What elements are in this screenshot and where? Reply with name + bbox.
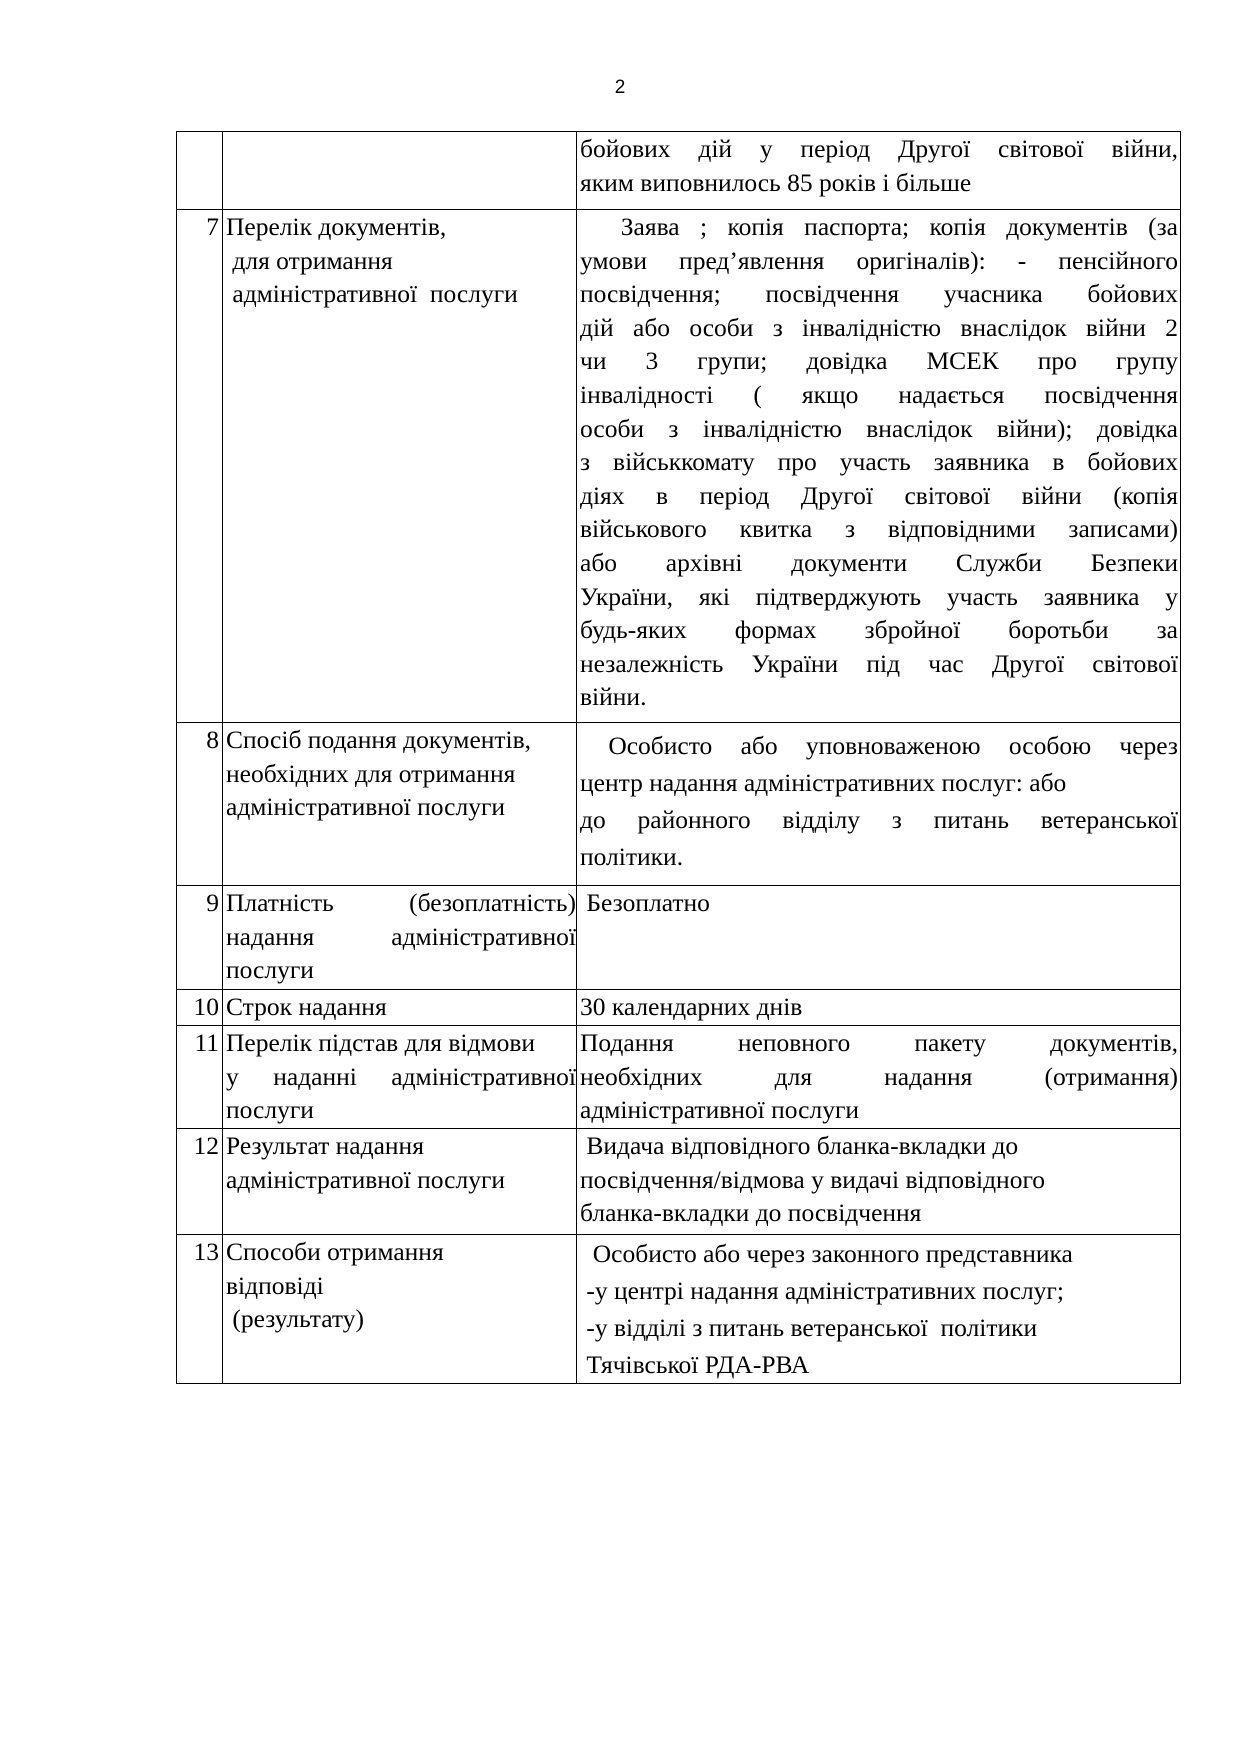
row-number: 12 [177,1129,223,1235]
row-value [577,990,1181,1026]
label-line: Перелік документів, [226,212,447,241]
row-value [577,1235,1181,1384]
value-line: діях в період Другої світової війни (копія [580,480,1178,510]
value-line: центр надання адміністративних послуг: або [580,768,1067,797]
label-line: (результату) [226,1304,364,1334]
table-row-13 [177,1235,1181,1384]
value-line: з військкомату про участь заявника в бойових [580,447,1178,477]
value-line: умови пред’явлення оригіналів): - пенсійного [580,245,1178,275]
label-line: Результат надання [226,1131,424,1160]
table-row-9 [177,886,1181,990]
value-line: Видача відповідного бланка-вкладки до [580,1131,1019,1160]
label-line: Строк надання [226,992,387,1021]
table-row-10 [177,990,1181,1026]
value-line: політики. [580,842,684,871]
value-line: чи 3 групи; довідка МСЕК про групу [580,346,1178,376]
label-line: послуги [226,955,314,985]
label-line: адміністративної послуги [226,792,506,822]
value-line: інвалідності ( якщо надається посвідчення [580,379,1178,409]
label-line: адміністративної послуги [226,1164,506,1194]
table-row-12 [177,1129,1181,1235]
value-line: бланка-вкладки до посвідчення [580,1198,922,1228]
table-row-continuation [177,132,1181,210]
value-line: Особисто або уповноваженою особою через [580,731,1179,760]
row-number: 11 [177,1026,223,1129]
page-number: 2 [614,77,626,98]
row-value [577,886,1181,990]
row-label [223,132,577,210]
label-line: надання адміністративної [226,921,576,951]
table-row-7 [177,210,1181,723]
value-line: адміністративної послуги [580,1095,860,1125]
label-line: Спосіб подання документів, [226,725,532,754]
label-line: Перелік підстав для відмови [226,1028,536,1057]
value-line: Заява ; копія паспорта; копія документів (за [580,212,1178,241]
row-number: 13 [177,1235,223,1384]
label-line: відповіді [226,1270,324,1300]
value-line: посвідчення/відмова у видачі відповідного [580,1164,1046,1194]
value-line: дій або особи з інвалідністю внаслідок війни 2 [580,312,1178,342]
label-line: послуги [226,1095,314,1125]
value-line: військового квитка з відповідними записами) [580,514,1178,544]
label-line: Платність (безоплатність) [226,888,576,917]
value-line: -у відділі з питань ветеранської політики [580,1313,1038,1342]
label-line: для отримання [226,245,393,275]
row-label [223,886,577,990]
row-value [577,210,1181,723]
value-line: Подання неповного пакету документів, [580,1028,1178,1057]
value-line: війни. [580,682,647,712]
value-line: або архівні документи Служби Безпеки [580,547,1178,577]
value-line: 30 календарних днів [580,992,803,1021]
label-line: необхідних для отримання [226,758,516,788]
row-number [177,132,223,210]
table-row-8 [177,723,1181,886]
row-label [223,1026,577,1129]
value-line: особи з інвалідністю внаслідок війни); довідка [580,413,1178,443]
value-line: України, які підтверджують участь заявника у [580,581,1178,611]
row-label [223,723,577,886]
label-line: адміністративної послуги [226,279,518,309]
table-row-11 [177,1026,1181,1129]
row-value [577,1129,1181,1235]
value-line: бойових дій у період Другої світової війни, [580,134,1178,163]
value-line: яким виповнилось 85 років і більше [580,167,972,197]
value-line: необхідних для надання (отримання) [580,1061,1178,1091]
value-line: будь-яких формах збройної боротьби за [580,615,1178,645]
row-label [223,210,577,723]
value-line: -у центрі надання адміністративних послуг; [580,1276,1064,1305]
services-table [176,131,1181,1384]
row-value [577,723,1181,886]
row-number: 7 [177,210,223,723]
value-line: незалежність України під час Другої світової [580,648,1178,678]
value-line: Тячівської РДА-РВА [580,1350,810,1379]
row-number: 9 [177,886,223,990]
label-line: Способи отримання [226,1237,444,1266]
row-number: 8 [177,723,223,886]
label-line: у наданні адміністративної [226,1061,576,1091]
value-line: посвідчення; посвідчення учасника бойових [580,279,1178,309]
row-value [577,1026,1181,1129]
value-line: Особисто або через законного представника [580,1239,1073,1268]
row-label [223,990,577,1026]
row-number: 10 [177,990,223,1026]
row-label [223,1235,577,1384]
row-label [223,1129,577,1235]
value-line: Безоплатно [580,888,710,917]
value-line: до районного відділу з питань ветеранської [580,805,1178,834]
row-value [577,132,1181,210]
